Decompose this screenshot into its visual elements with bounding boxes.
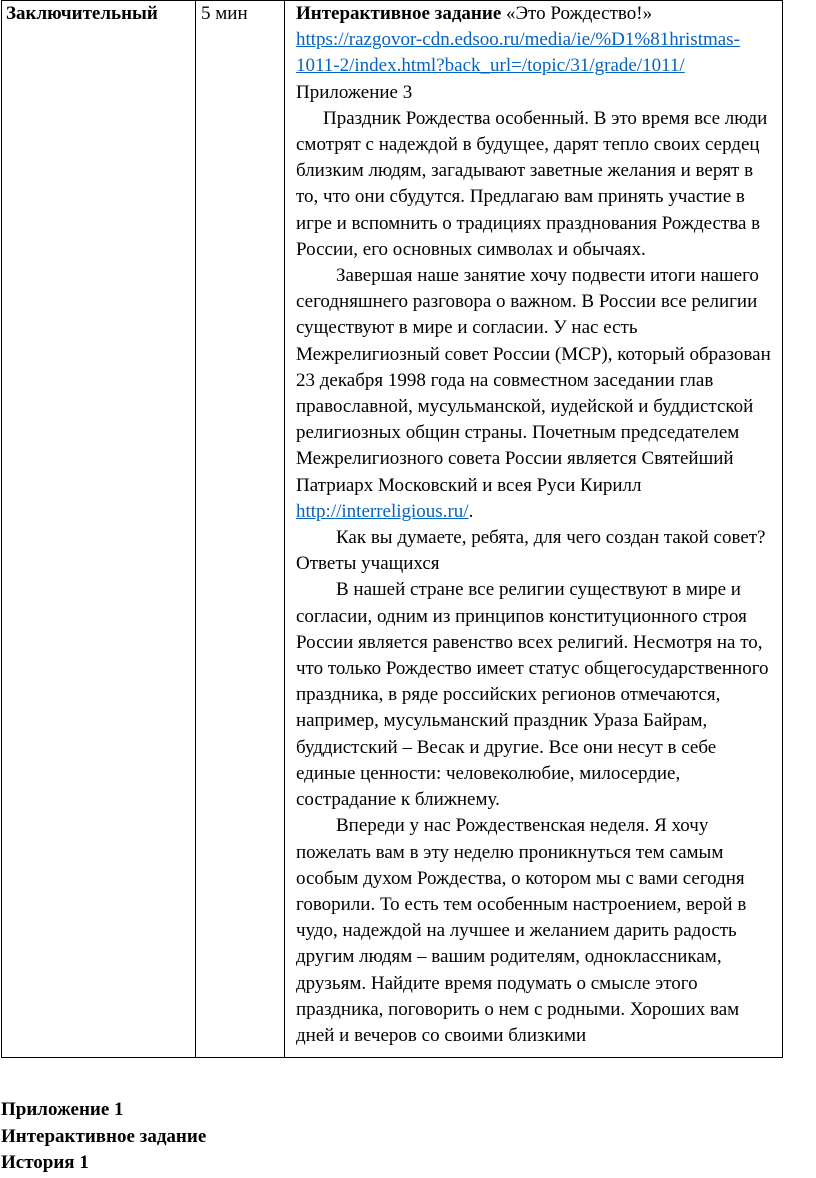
appendix-title: Приложение 1: [1, 1099, 124, 1120]
task-title: «Это Рождество!»: [506, 3, 653, 24]
paragraph-christmas-week: Впереди у нас Рождественская неделя. Я хочу пожелать вам в эту неделю проникнуться тем самым особым духом Рождества, о котором мы с вами сегодня говорили. То есть тем особенным настроением, верой в чудо, надеждой на лучшее и желанием дарить радость другим людям – вашим родителям, одноклассникам, друзьям. Найдите время подумать о смысле этого праздника, поговорить о нем с родными. Хороших вам дней и вечеров со своими близкими: [296, 815, 747, 1046]
appendix-section: [1, 1097, 206, 1177]
interreligious-link[interactable]: http://interreligious.ru/: [296, 500, 469, 522]
task-label: Интерактивное задание: [296, 3, 502, 24]
question-text: Как вы думаете, ребята, для чего создан такой совет?: [336, 527, 766, 549]
paragraph-religions: В нашей стране все религии существуют в мире и согласии, одним из принципов конституционного строя России является равенство всех религий. Несмотря на то, что только Рождество имеет статус общегосударственного праздника, в ряде российских регионов отмечаются, например, мусульманский праздник Ураза Байрам, буддистский – Весак и другие. Все они несут в себе единые ценности: человеколюбие, милосердие, сострадание к ближнему.: [296, 579, 769, 811]
interactive-task-title: Интерактивное задание: [1, 1125, 207, 1147]
stage-label: Заключительный: [6, 3, 158, 24]
table-row: [2, 1, 783, 1058]
content-cell: [285, 1, 783, 1058]
stage-cell: [2, 1, 196, 1058]
story-title: История 1: [1, 1152, 89, 1173]
appendix-reference: Приложение 3: [296, 81, 413, 103]
paragraph-christmas: Праздник Рождества особенный. В это время все люди смотрят с надеждой в будущее, дарят тепло своих сердец близким людям, загадывают заветные желания и верят в то, что они сбудутся. Предлагаю вам принять участие в игре и вспомнить о традициях празднования Рождества в России, его основных символах и обычаях.: [296, 107, 768, 260]
duration-cell: [196, 1, 285, 1058]
student-answers: Ответы учащихся: [296, 553, 440, 575]
task-link[interactable]: https://razgovor-cdn.edsoo.ru/media/ie/%D1%81hristmas-1011-2/index.html?back_url=/topic/31/grade/1011/: [296, 29, 740, 77]
paragraph-summary-end: .: [468, 500, 474, 522]
lesson-plan-table: [1, 0, 783, 1058]
duration-label: 5 мин: [201, 3, 248, 24]
paragraph-summary: [296, 263, 774, 525]
paragraph-summary-text: Завершая наше занятие хочу подвести итоги нашего сегодняшнего разговора о важном. В России все религии существуют в мире и согласии. У нас есть Межрелигиозный совет России (МСР), который образован 23 декабря 1998 года на совместном заседании глав православной, мусульманской, иудейской и буддистской религиозных общин страны. Почетным председателем Межрелигиозного совета России является Святейший Патриарх Московский и всея Руси Кирилл: [296, 265, 771, 496]
task-heading: [296, 1, 774, 27]
